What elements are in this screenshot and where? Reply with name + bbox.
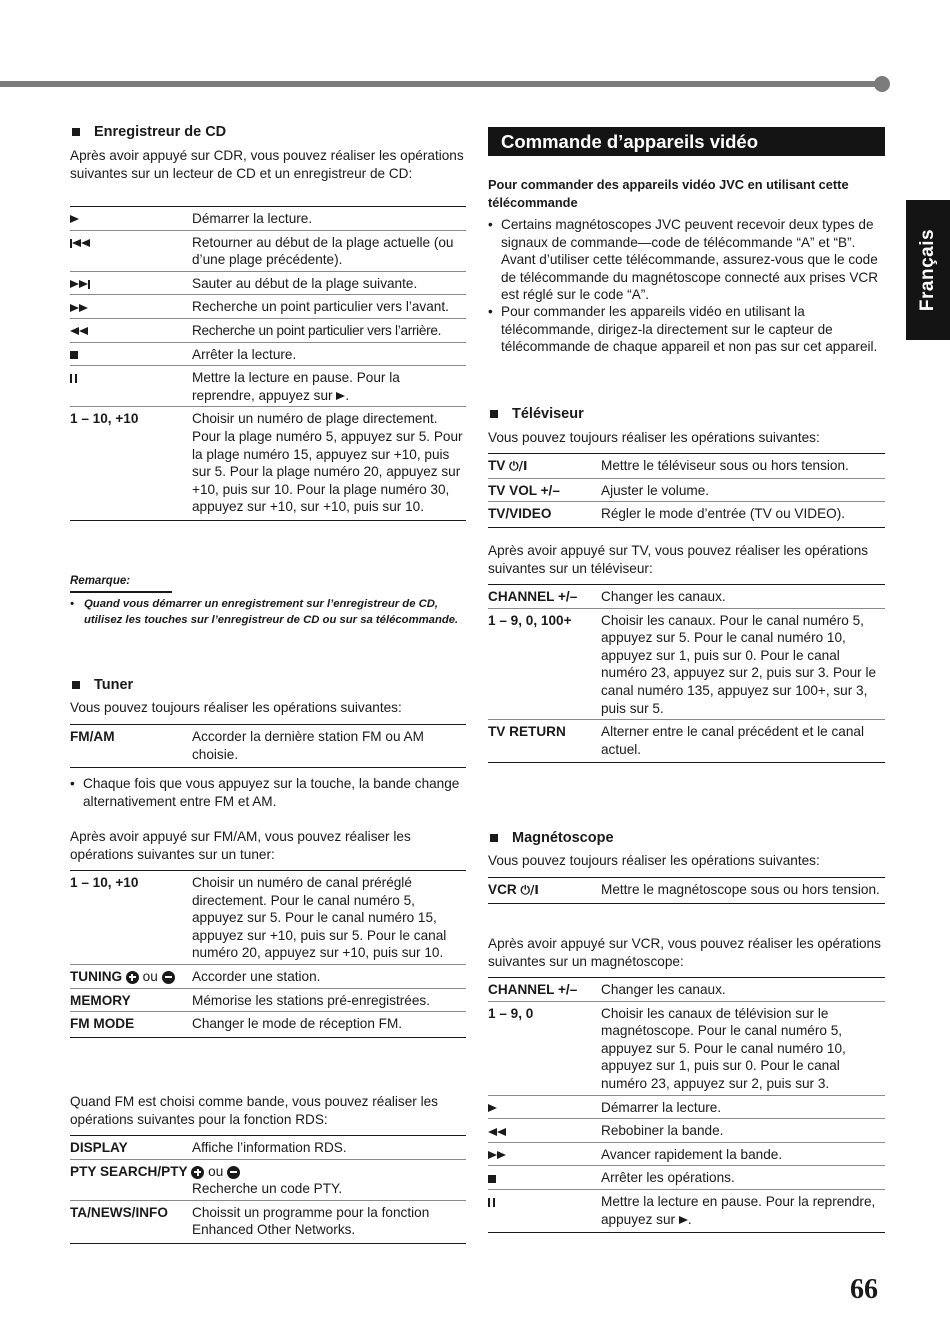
vcr-intro2: Après avoir appuyé sur VCR, vous pouvez réaliser les opérations suivantes sur un magnétoscope:	[488, 936, 881, 969]
tv-channel-table	[488, 584, 885, 763]
table-row: Démarrer la lecture.	[488, 1095, 885, 1119]
tuner-intro3: Quand FM est choisi comme bande, vous pouvez réaliser les opérations suivantes pour la fonction RDS:	[70, 1094, 438, 1127]
pause-icon	[488, 1189, 601, 1232]
table-row: Avancer rapidement la bande.	[488, 1142, 885, 1166]
power-icon: ⏻/I	[509, 459, 528, 473]
table-row: PTY SEARCH/PTY ou Recherche un code PTY.	[70, 1159, 466, 1200]
table-row: Rebobiner la bande.	[488, 1119, 885, 1143]
table-row: Démarrer la lecture.	[70, 207, 466, 231]
tv-operations-table	[488, 453, 885, 528]
play-icon	[336, 392, 345, 400]
tv-intro: Vous pouvez toujours réaliser les opérations suivantes:	[488, 430, 820, 445]
table-row: Recherche un point particulier vers l’avant.	[70, 295, 466, 319]
vcr-intro: Vous pouvez toujours réaliser les opérations suivantes:	[488, 853, 820, 868]
rewind-icon	[70, 318, 192, 342]
square-bullet-icon	[490, 410, 498, 418]
top-rule-dot	[874, 76, 890, 92]
cd-operations-table	[70, 206, 466, 521]
section-title-cd: Enregistreur de CD	[70, 124, 226, 140]
table-row: TV ⏻/I Mettre le téléviseur sous ou hors tension.	[488, 458, 849, 473]
tuner-intro2: Après avoir appuyé sur FM/AM, vous pouvez réaliser les opérations suivantes sur un tuner:	[70, 829, 411, 862]
table-row: Retourner au début de la plage actuelle (ou d’une plage précédente).	[70, 230, 466, 271]
table-row: CHANNEL +/– Changer les canaux.	[488, 982, 726, 997]
rds-operations-table	[70, 1135, 466, 1244]
vcr-power-table	[488, 877, 885, 904]
table-row: Arrêter la lecture.	[70, 342, 466, 366]
stop-icon	[488, 1166, 601, 1190]
video-bullet: • Certains magnétoscopes JVC peuvent recevoir deux types de signaux de commande—code de télécommande “A” et “B”. Avant d’utiliser cette télécommande, assurez-vous que le code de télécommande du magnétoscope connecté aux prises VCR est réglé sur le code “A”.	[488, 216, 885, 304]
pause-icon	[70, 366, 192, 407]
tuner-intro: Vous pouvez toujours réaliser les opérations suivantes:	[70, 700, 402, 715]
square-bullet-icon	[72, 128, 80, 136]
fast-forward-icon	[70, 295, 192, 319]
section-title-vcr: Magnétoscope	[488, 830, 614, 846]
note-divider	[70, 591, 172, 593]
note-text: • Quand vous démarrer un enregistrement sur l’enregistreur de CD, utilisez les touches sur l’enregistreur de CD ou sur sa télécommande.	[70, 598, 459, 626]
table-row: Recherche un point particulier vers l’arrière.	[70, 318, 466, 342]
table-row: TV VOL +/– Ajuster le volume.	[488, 478, 885, 502]
skip-back-icon	[70, 230, 192, 271]
section-title-tuner: Tuner	[70, 677, 133, 693]
power-icon: ⏻/I	[520, 883, 539, 897]
table-row: CHANNEL +/– Changer les canaux.	[488, 589, 726, 604]
table-row: DISPLAY Affiche l’information RDS.	[70, 1140, 347, 1155]
rewind-icon	[488, 1119, 601, 1143]
play-icon	[70, 207, 192, 231]
table-row: FM MODE Changer le mode de réception FM.	[70, 1012, 466, 1038]
table-row: Arrêter les opérations.	[488, 1166, 885, 1190]
table-row: TA/NEWS/INFO Choissit un programme pour la fonction Enhanced Other Networks.	[70, 1200, 466, 1243]
language-tab: Français	[906, 200, 950, 340]
table-row: TV/VIDEO Régler le mode d’entrée (TV ou VIDEO).	[488, 502, 885, 528]
video-bullet: • Pour commander les appareils vidéo en utilisant la télécommande, dirigez-la directement sur le capteur de télécommande de chaque appareil et non pas sur cet appareil.	[488, 303, 885, 356]
square-bullet-icon	[72, 681, 80, 689]
top-rule	[0, 81, 876, 87]
note-title: Remarque:	[70, 575, 131, 587]
play-icon	[679, 1216, 688, 1224]
stop-icon	[70, 342, 192, 366]
vcr-operations-table	[488, 977, 885, 1233]
table-row: MEMORY Mémorise les stations pré-enregistrées.	[70, 988, 466, 1012]
fast-forward-icon	[488, 1142, 601, 1166]
minus-circle-icon	[162, 971, 175, 984]
plus-circle-icon	[126, 971, 139, 984]
table-row: 1 – 9, 0, 100+ Choisir les canaux. Pour le canal numéro 5, appuyez sur 5. Pour le canal numéro 10, appuyez sur 1, puis sur 0. Pour le canal numéro 23, appuyez sur 2, puis sur 3. Pour le canal numéro 135, appuyez sur 100+, sur 3, puis sur 5.	[488, 608, 885, 720]
tuner-operations-table	[70, 870, 466, 1038]
table-row: FM/AM Accorder la dernière station FM ou AM choisie.	[70, 729, 424, 762]
tv-intro2: Après avoir appuyé sur TV, vous pouvez réaliser les opérations suivantes sur un téléviseur:	[488, 543, 869, 576]
video-subhead: Pour commander des appareils vidéo JVC en utilisant cette télécommande	[488, 177, 849, 210]
section-header-video: Commande d’appareils vidéo	[488, 127, 885, 156]
table-row: Mettre la lecture en pause. Pour la reprendre, appuyez sur .	[488, 1189, 885, 1232]
table-row: Mettre la lecture en pause. Pour la reprendre, appuyez sur .	[70, 366, 466, 407]
tuner-fmam-table	[70, 724, 466, 768]
square-bullet-icon	[490, 834, 498, 842]
table-row: 1 – 9, 0 Choisir les canaux de télévision sur le magnétoscope. Pour le canal numéro 5, appuyez sur 5. Pour le canal numéro 10, appuyez sur 1, puis sur 0. Pour le canal numéro 23, appuyez sur 2, puis sur 3.	[488, 1001, 885, 1095]
table-row: TUNING ou Accorder une station.	[70, 964, 466, 988]
skip-forward-icon	[70, 271, 192, 295]
minus-circle-icon	[227, 1166, 240, 1179]
table-row: VCR ⏻/I Mettre le magnétoscope sous ou hors tension.	[488, 882, 880, 897]
section-title-tv: Téléviseur	[488, 406, 584, 422]
table-row: 1 – 10, +10 Choisir un numéro de plage directement. Pour la plage numéro 5, appuyez sur 5. Pour la plage numéro 15, appuyez sur +10, puis sur 5. Pour la plage numéro 20, appuyez sur +10, puis sur 10. Pour la plage numéro 30, appuyez sur +10, sur +10, puis sur 10.	[70, 407, 466, 521]
plus-circle-icon	[191, 1166, 204, 1179]
cd-intro: Après avoir appuyé sur CDR, vous pouvez réaliser les opérations suivantes sur un lecteur de CD et un enregistreur de CD:	[70, 148, 464, 181]
play-icon	[488, 1095, 601, 1119]
tuner-bullet: • Chaque fois que vous appuyez sur la touche, la bande change alternativement entre FM et AM.	[70, 775, 466, 810]
table-row: 1 – 10, +10 Choisir un numéro de canal préréglé directement. Pour le canal numéro 5, appuyez sur 5. Pour le canal numéro 15, appuyez sur +10, puis sur 5. Pour le canal numéro 20, appuyez sur +10, puis sur 10.	[70, 875, 447, 961]
page-number: 66	[850, 1274, 878, 1305]
table-row: TV RETURN Alterner entre le canal précédent et le canal actuel.	[488, 720, 885, 763]
table-row: Sauter au début de la plage suivante.	[70, 271, 466, 295]
